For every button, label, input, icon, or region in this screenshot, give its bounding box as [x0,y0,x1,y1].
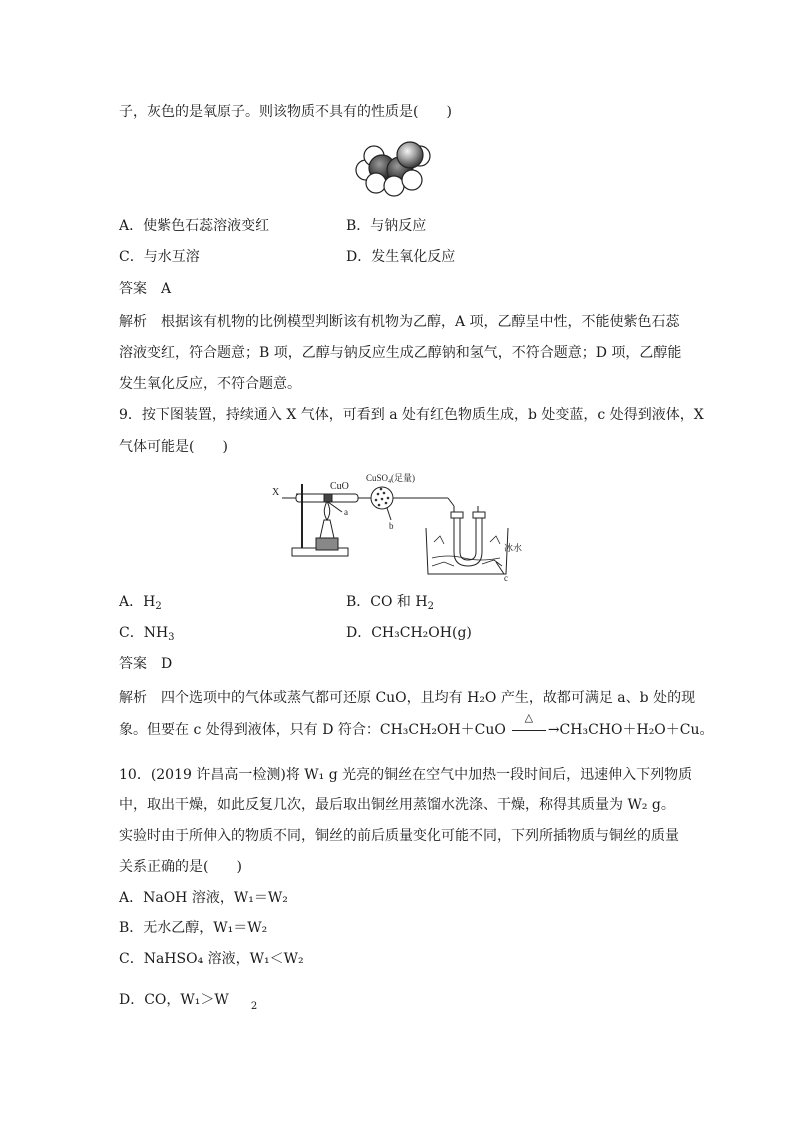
analysis-label: 解析 [119,690,147,706]
figure-label-cuso4: CuSO [366,473,389,483]
answer-label: 答案 [119,656,147,672]
q8-option-c: C．与水互溶 [119,249,200,265]
q8-stem-tail: 子，灰色的是氧原子。则该物质不具有的性质是( ) [119,104,452,120]
q9-option-b-sub: 2 [427,601,434,612]
analysis-equation-right: →CH₃CHO＋H₂O＋Cu。 [547,722,714,738]
figure-label-cuo: CuO [330,481,349,492]
figure-label-icewater: 冰水 [504,543,523,553]
q8-analysis-line3: 发生氧化反应，不符合题意。 [119,376,301,392]
q9-option-d: D．CH₃CH₂OH(g) [346,625,472,641]
q10-stem-line2: 中，取出干燥，如此反复几次，最后取出铜丝用蒸馏水洗涤、干燥，称得其质量为 W₂ g。 [119,797,675,813]
analysis-equation-left: 象。但要在 c 处得到液体，只有 D 符合：CH₃CH₂OH＋CuO [119,722,506,738]
q9-option-b [346,592,434,612]
ethanol-space-filling-model [352,140,442,200]
reaction-condition: △ [524,711,534,724]
q8-option-d: D．发生氧化反应 [346,249,456,265]
q9-analysis-line1 [119,688,695,708]
q9-option-c [119,623,175,643]
svg-text:CuSO4(足量) [366,473,415,485]
figure-label-cuso4-note: (足量) [391,473,416,483]
q8-analysis-line1 [119,312,680,332]
q10-stem-line4: 关系正确的是( ) [119,859,242,875]
q10-stem-line1: 10．(2019 许昌高一检测)将 W₁ g 光亮的铜丝在空气中加热一段时间后，迅速伸入下列物质 [119,767,693,783]
figure-label-cuso4-sub: 4 [388,479,392,485]
q9-option-b-text: B．CO 和 H [346,594,428,610]
figure-label-a: a [344,507,348,517]
answer-value: A [161,281,172,297]
q10-option-c: C．NaHSO₄ 溶液，W₁＜W₂ [119,951,304,967]
q10-option-b: B．无水乙醇，W₁＝W₂ [119,920,268,936]
q9-option-a [119,592,162,612]
analysis-text: 四个选项中的气体或蒸气都可还原 CuO，且均有 H₂O 产生，故都可满足 a、b 处的现 [161,690,696,706]
q8-analysis-line2: 溶液变红，符合题意；B 项，乙醇与钠反应生成乙醇钠和氢气，不符合题意；D 项，乙醇能 [119,345,682,361]
q10-stem-line3: 实验时由于所伸入的物质不同，铜丝的前后质量变化可能不同，下列所插物质与铜丝的质量 [119,828,679,844]
q8-option-b: B．与钠反应 [346,218,427,234]
q9-answer [119,654,172,674]
figure-label-x: X [272,487,280,498]
figure-label-c: c [504,573,508,582]
q9-option-a-sub: 2 [155,601,162,612]
q10-option-d-text: D．CO，W₁＞W [119,992,229,1008]
apparatus-figure [268,470,528,582]
q10-option-d [119,990,257,1012]
answer-label: 答案 [119,281,147,297]
figure-label-b: b [389,521,394,531]
q10-option-d-sub: 2 [250,1001,258,1012]
q9-option-a-text: A．H [119,594,156,610]
q9-stem-line2: 气体可能是( ) [119,439,228,455]
analysis-label: 解析 [119,314,147,330]
answer-value: D [161,656,173,672]
q9-option-c-text: C．NH [119,625,169,641]
q9-stem-line1: 9．按下图装置，持续通入 X 气体，可看到 a 处有红色物质生成，b 处变蓝，c 处得到液体，X [119,407,704,423]
q9-analysis-line2 [119,711,714,740]
q9-option-c-sub: 3 [168,632,175,643]
q8-option-a: A．使紫色石蕊溶液变红 [119,218,270,234]
q8-answer [119,279,171,299]
q10-option-a: A．NaOH 溶液，W₁＝W₂ [119,890,288,906]
analysis-text: 根据该有机物的比例模型判断该有机物为乙醇，A 项，乙醇呈中性，不能使紫色石蕊 [161,314,680,330]
